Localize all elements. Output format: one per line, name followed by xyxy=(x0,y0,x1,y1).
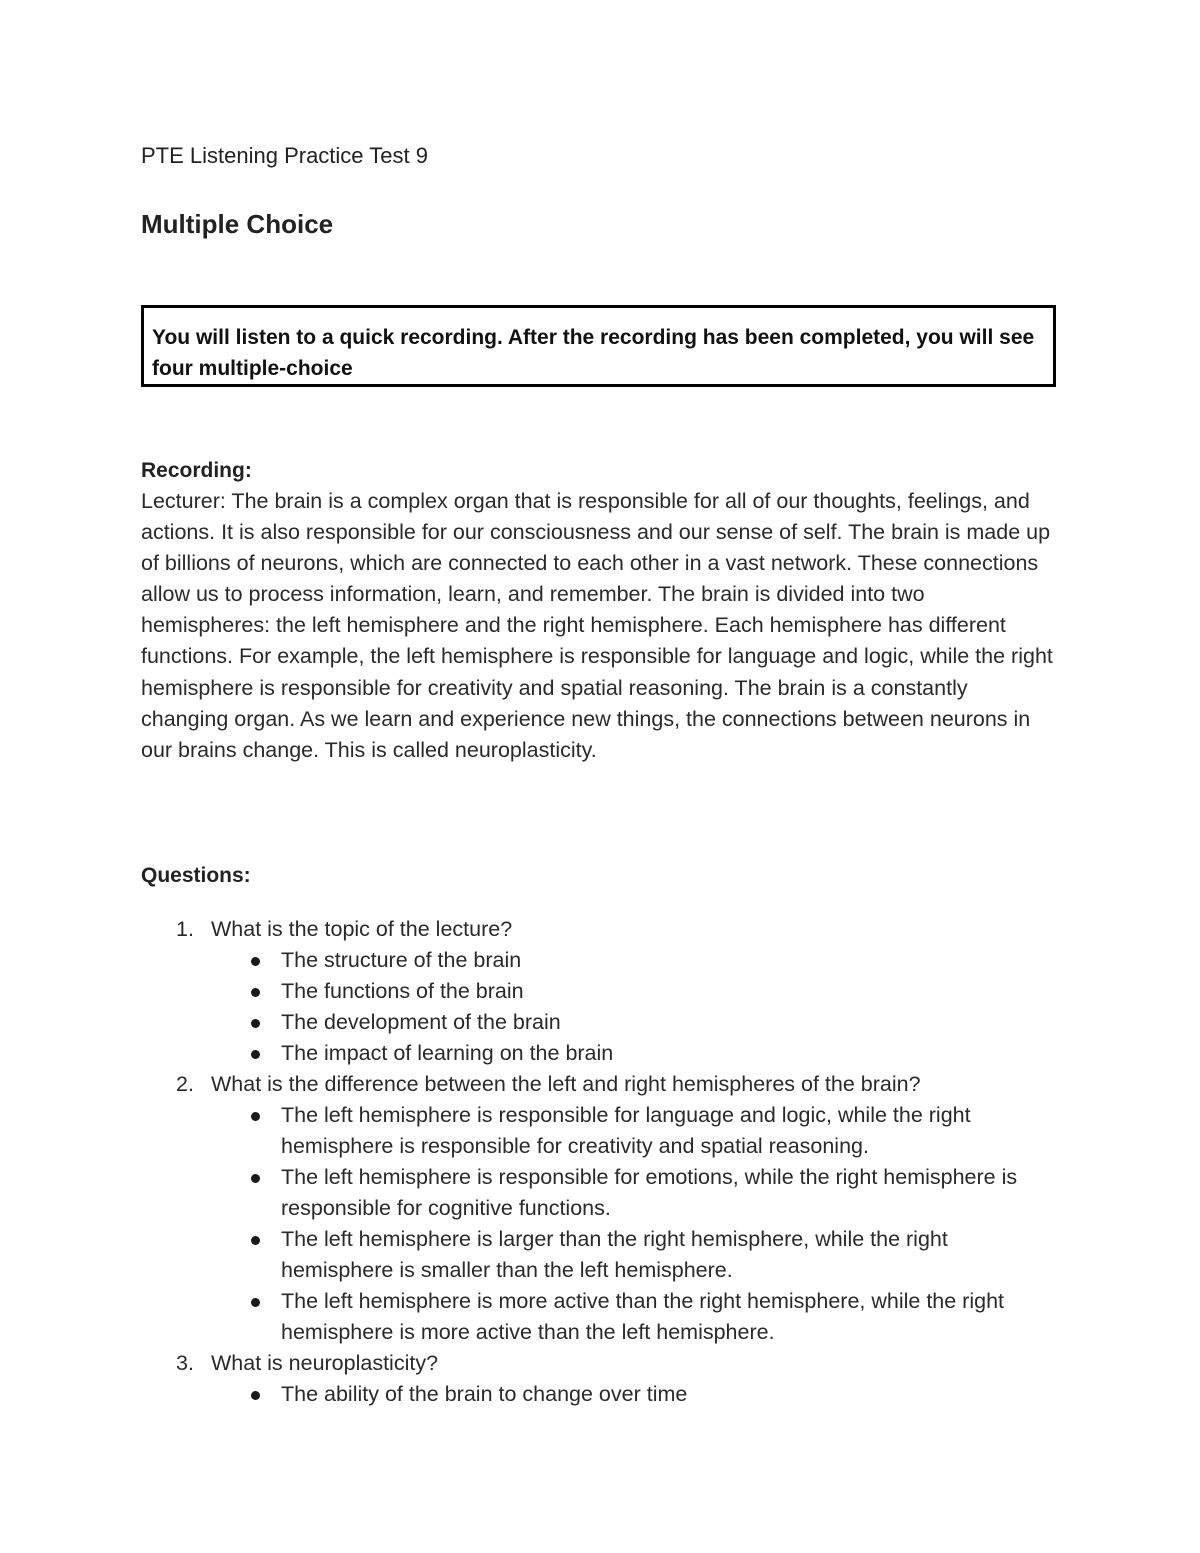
option-item xyxy=(211,1162,1056,1224)
option-text: The impact of learning on the brain xyxy=(281,1041,614,1065)
option-text: The left hemisphere is larger than the right hemisphere, while the right hemisphere is smaller than the left hemisphere. xyxy=(281,1227,948,1282)
recording-transcript: Lecturer: The brain is a complex organ that is responsible for all of our thoughts, feelings, and actions. It is also responsible for our consciousness and our sense of self. The brain is made up of billions of neurons, which are connected to each other in a vast network. These connections allow us to process information, learn, and remember. The brain is divided into two hemispheres: the left hemisphere and the right hemisphere. Each hemisphere has different functions. For example, the left hemisphere is responsible for language and logic, while the right hemisphere is responsible for creativity and spatial reasoning. The brain is a constantly changing organ. As we learn and experience new things, the connections between neurons in our brains change. This is called neuroplasticity. xyxy=(141,489,1053,762)
question-list xyxy=(141,914,1056,1410)
bullet-icon xyxy=(251,988,260,997)
option-item xyxy=(211,1286,1056,1348)
option-item xyxy=(211,1100,1056,1162)
option-text: The functions of the brain xyxy=(281,979,524,1003)
question-item xyxy=(141,1348,1056,1410)
bullet-icon xyxy=(251,1391,260,1400)
document-title: PTE Listening Practice Test 9 xyxy=(141,143,428,168)
option-text: The left hemisphere is responsible for emotions, while the right hemisphere is responsible for cognitive functions. xyxy=(281,1165,1018,1220)
bullet-icon xyxy=(251,1298,260,1307)
question-number: 3. xyxy=(176,1351,194,1375)
question-item xyxy=(141,1069,1056,1348)
bullet-icon xyxy=(251,1112,260,1121)
question-number: 2. xyxy=(176,1072,194,1096)
question-text: What is the topic of the lecture? xyxy=(211,917,513,941)
option-text: The left hemisphere is responsible for language and logic, while the right hemisphere is responsible for creativity and spatial reasoning. xyxy=(281,1103,971,1158)
option-list xyxy=(211,945,1056,1069)
recording-section xyxy=(141,455,1056,766)
option-list xyxy=(211,1100,1056,1348)
bullet-icon xyxy=(251,1019,260,1028)
option-text: The ability of the brain to change over time xyxy=(281,1382,688,1406)
option-text: The left hemisphere is more active than the right hemisphere, while the right hemisphere is more active than the left hemisphere. xyxy=(281,1289,1005,1344)
option-text: The development of the brain xyxy=(281,1010,561,1034)
bullet-icon xyxy=(251,1174,260,1183)
option-item xyxy=(211,1007,1056,1038)
instruction-text: You will listen to a quick recording. After the recording has been completed, you will see four multiple-choice xyxy=(152,326,1035,380)
option-list xyxy=(211,1379,1056,1410)
section-heading: Multiple Choice xyxy=(141,209,334,239)
option-item xyxy=(211,976,1056,1007)
bullet-icon xyxy=(251,1050,260,1059)
option-item xyxy=(211,1379,1056,1410)
option-item xyxy=(211,1038,1056,1069)
questions-label: Questions: xyxy=(141,864,251,887)
option-text: The structure of the brain xyxy=(281,948,522,972)
question-number: 1. xyxy=(176,917,194,941)
question-text: What is the difference between the left and right hemispheres of the brain? xyxy=(211,1072,921,1096)
questions-section xyxy=(141,860,1056,1410)
option-item xyxy=(211,945,1056,976)
recording-label: Recording: xyxy=(141,459,252,482)
bullet-icon xyxy=(251,957,260,966)
instruction-box xyxy=(141,305,1056,387)
question-item xyxy=(141,914,1056,1069)
question-text: What is neuroplasticity? xyxy=(211,1351,439,1375)
option-item xyxy=(211,1224,1056,1286)
bullet-icon xyxy=(251,1236,260,1245)
